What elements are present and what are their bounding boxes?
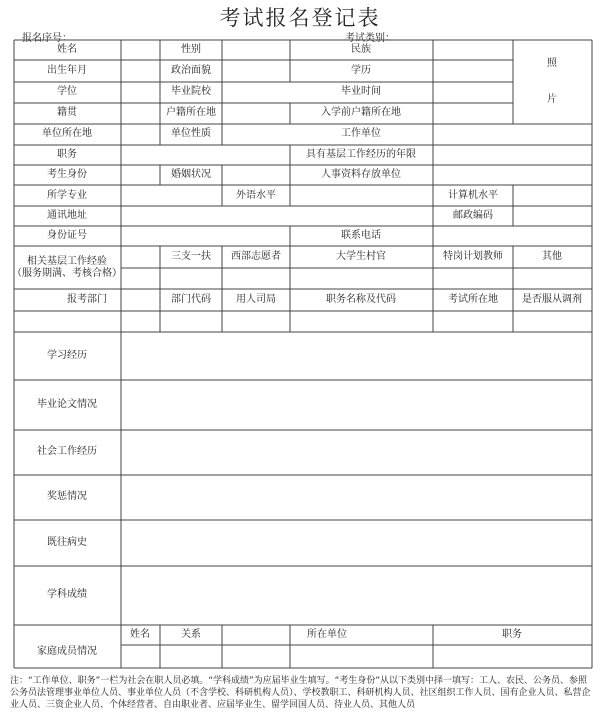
employer-location-label: 单位所在地 xyxy=(42,128,92,139)
section-label-medical: 既往病史 xyxy=(47,537,87,548)
education-label: 学历 xyxy=(351,65,371,76)
origin-label: 籍贯 xyxy=(57,107,77,118)
section-label-study: 学习经历 xyxy=(47,350,87,361)
reg-no-label: 报名序号： xyxy=(22,33,72,44)
ethnicity-label: 民族 xyxy=(351,44,371,55)
school-label: 毕业院校 xyxy=(171,86,211,97)
grassroots-option: 三支一扶 xyxy=(171,251,211,262)
grad-time-label: 毕业时间 xyxy=(341,86,381,97)
name-label: 姓名 xyxy=(57,44,77,55)
grassroots-option: 特岗计划教师 xyxy=(443,251,503,262)
id-number-label: 身份证号 xyxy=(47,230,87,241)
grassroots-option: 其他 xyxy=(542,251,562,262)
form-title: 考试报名登记表 xyxy=(219,6,381,30)
apply-header: 部门代码 xyxy=(171,294,211,305)
apply-header: 考试所在地 xyxy=(448,294,498,305)
family-label: 家庭成员情况 xyxy=(37,646,97,657)
birth-label: 出生年月 xyxy=(47,65,87,76)
section-label-grades: 学科成绩 xyxy=(47,589,87,600)
section-label-work: 社会工作经历 xyxy=(37,446,97,457)
footnote: 注：“工作单位、职务”一栏为社会在职人员必填。“学科成绩”为应届毕业生填写。“考生身份”从以下类别中择一填写：工人、农民、公务员、参照公务员法管理事业单位人员、事业单位人员（不含学校、科研机构人员）、学校教职工、科研机构人员、社区组织工作人员、国有企业人员、私营企业人员、三资企业人员、个体经营者、自由职业者、应届毕业生、留学回国人员、待业人员、其他人员 xyxy=(10,676,591,710)
family-header: 职务 xyxy=(502,629,522,640)
apply-header: 报考部门 xyxy=(67,294,107,305)
computer-level-label: 计算机水平 xyxy=(448,190,498,201)
apply-header: 职务名称及代码 xyxy=(326,294,396,305)
hukou-label: 户籍所在地 xyxy=(166,107,216,118)
degree-label: 学位 xyxy=(57,86,77,97)
position-label: 职务 xyxy=(57,149,77,160)
phone-label: 联系电话 xyxy=(341,230,381,241)
grassroots-years-label: 具有基层工作经历的年限 xyxy=(306,149,416,160)
archive-unit-label: 人事资料存放单位 xyxy=(321,169,401,180)
hukou-before-label: 入学前户籍所在地 xyxy=(321,107,401,118)
major-label: 所学专业 xyxy=(47,190,87,201)
gender-label: 性别 xyxy=(181,44,201,55)
grassroots-option: 西部志愿者 xyxy=(231,251,281,262)
family-header: 关系 xyxy=(181,629,201,640)
family-header: 姓名 xyxy=(130,629,150,640)
foreign-language-label: 外语水平 xyxy=(236,190,276,201)
family-header: 所在单位 xyxy=(307,629,347,640)
photo-label-2: 片 xyxy=(547,94,557,105)
marital-label: 婚姻状况 xyxy=(171,169,211,180)
grassroots-label: 相关基层工作经验 xyxy=(27,256,107,267)
political-label: 政治面貌 xyxy=(171,65,211,76)
section-label-thesis: 毕业论文情况 xyxy=(37,399,97,410)
identity-label: 考生身份 xyxy=(47,169,87,180)
grassroots-option: 大学生村官 xyxy=(336,251,386,262)
postcode-label: 邮政编码 xyxy=(453,210,493,221)
photo-label-1: 照 xyxy=(547,58,557,69)
address-label: 通讯地址 xyxy=(47,210,87,221)
category-label: 考试类别： xyxy=(345,33,395,44)
grassroots-sublabel: （服务期满、考核合格） xyxy=(12,268,122,279)
apply-header: 是否服从调剂 xyxy=(522,294,582,305)
section-label-awards: 奖惩情况 xyxy=(47,491,87,502)
employer-label: 工作单位 xyxy=(341,128,381,139)
apply-header: 用人司局 xyxy=(236,294,276,305)
employer-type-label: 单位性质 xyxy=(171,128,211,139)
